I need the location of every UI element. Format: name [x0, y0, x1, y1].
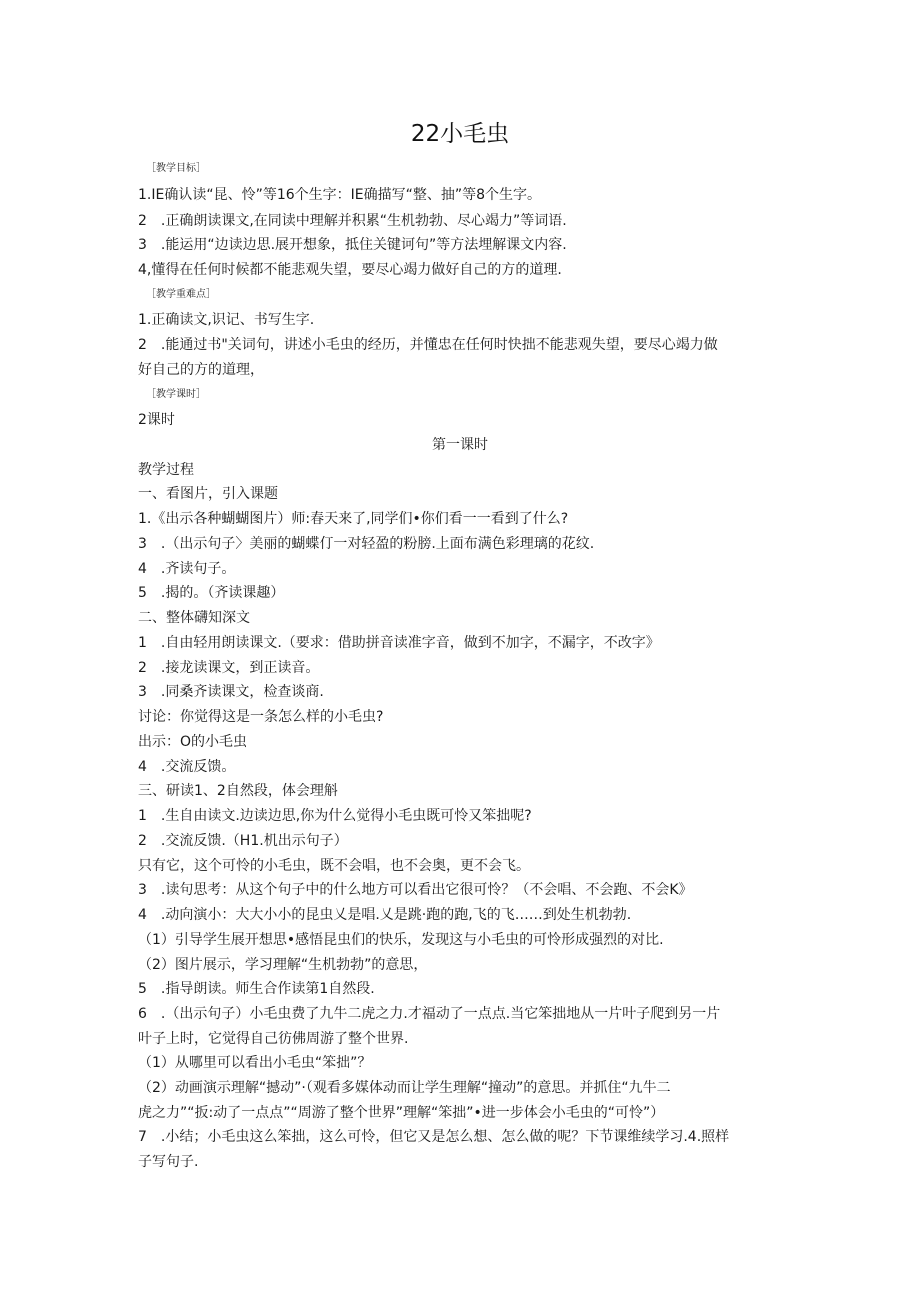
text-line: （1）引导学生展开想思•感悟昆虫们的快乐，发现这与小毛虫的可怜形成强烈的对比. — [138, 932, 664, 948]
text-line: （2）图片展示，学习理解“生机勃勃”的意思， — [138, 957, 428, 973]
text-line: 6 .（出示句子）小毛虫费了九牛二虎之力.才福动了一点点.当它笨拙地从一片叶子爬到另一片 — [138, 1006, 721, 1022]
text-line: 1.IE确认读“昆、怜”等16个生字：IE确描写“整、抽”等8个生字。 — [138, 187, 542, 203]
text-line: 只有它，这个可怜的小毛虫，既不会唱，也不会奥，更不会飞。 — [138, 858, 530, 874]
text-line: 讨论：你觉得这是一条怎么样的小毛虫? — [138, 709, 384, 725]
text-line: 2 .接龙读课文，到正读音。 — [138, 660, 320, 676]
section-heading: 二、整体礴知深文 — [138, 610, 250, 626]
text-line: 4 .动向演小：大大小小的昆虫乂是唱.乂是跳·跑的跑,飞的飞……到处生机勃勃. — [138, 907, 632, 923]
text-line: 1 .自由轻用朗读课文.（要求：借助拼音读准字音，做到不加字，不漏字，不改字》 — [138, 635, 660, 651]
text-line: 出示：O的小毛虫 — [138, 734, 248, 750]
text-line: 叶子上时，它觉得自己彷佛周游了整个世界. — [138, 1031, 409, 1047]
text-line: 子写句子. — [138, 1154, 199, 1170]
text-line: 2课时 — [138, 412, 175, 428]
text-line: 4 .交流反馈。 — [138, 759, 236, 775]
text-line: 2 .交流反馈.（H1.机出示句子） — [138, 833, 348, 849]
text-line: 3 .同桑齐读课文，检查谈商. — [138, 684, 324, 700]
text-line: 2 .能通过书"关词句，讲述小毛虫的经历，并懂忠在任何时快拙不能悲观失望，要尽心竭力做 — [138, 337, 718, 353]
text-line: （2）动画演示理解“撼动”·（观看多媒体动而让学生理解“撞动”的意思。并抓住“九牛二 — [138, 1080, 671, 1096]
text-line: 3 .读句思考：从这个句子中的什么地方可以看出它很可怜？（不会唱、不会跑、不会K》 — [138, 882, 693, 898]
section-heading: ［教学课时］ — [146, 389, 206, 400]
section-heading: ［教学目标］ — [146, 163, 206, 174]
text-line: 2 .正确朗读课文,在同读中理解并积累“生机勃勃、尽心竭力”等词语. — [138, 213, 567, 229]
text-line: 3 .（出示句子〉美丽的蝴蝶仃一对轻盈的粉膀.上面布满色彩理璃的花纹. — [138, 536, 595, 552]
section-heading: ［教学重难点］ — [146, 289, 216, 300]
text-line: 1 .生自由读文.边读边思,你为什么觉得小毛虫既可怜又笨拙呢? — [138, 808, 532, 824]
text-line: 好自己的方的道理， — [138, 362, 264, 378]
section-heading: 一、看图片，引入课题 — [138, 486, 278, 502]
text-line: 3 .能运用“边读边思.展开想象，抵住关键诃句”等方法埋解课文内容. — [138, 237, 567, 253]
text-line: 5 .揭的。（齐读课趣） — [138, 585, 285, 601]
section-heading: 三、研读1、2自然段，体会理斛 — [138, 783, 338, 799]
text-line: 1.正确读文,识记、书写生字. — [138, 312, 315, 328]
text-line: 4 .齐读句子。 — [138, 561, 236, 577]
section-heading: 教学过程 — [138, 462, 194, 478]
text-line: 虎之力”“扳:动了一点点”“周游了整个世界”理解“笨拙”•进一步体会小毛虫的“可怜”） — [138, 1105, 665, 1121]
text-line: 4,懂得在任何时候都不能悲观失望，要尽心竭力做好自己的方的道理. — [138, 262, 562, 278]
page-title: 22小毛虫 — [410, 121, 510, 147]
text-line: 5 .指导朗读。师生合作读第1自然段. — [138, 981, 375, 997]
lesson-heading: 第一课时 — [432, 437, 488, 453]
text-line: 1.《出示各种蝴蝴图片）师:春天来了,同学们•你们看一一看到了什么? — [138, 511, 569, 527]
text-line: （1）从哪里可以看出小毛虫“笨拙”？ — [138, 1055, 372, 1071]
text-line: 7 .小结；小毛虫这么笨拙，这么可怜，但它又是怎么想、怎么做的呢？下节课维续学习.4.照样 — [138, 1129, 730, 1145]
